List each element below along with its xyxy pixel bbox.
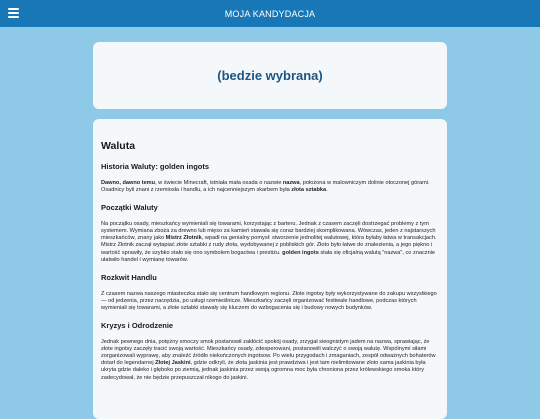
- menu-line: [8, 12, 19, 14]
- section-heading: Początki Waluty: [101, 203, 158, 213]
- section-paragraph: [101, 291, 439, 312]
- menu-line: [8, 16, 19, 18]
- bold-text: Złotej Jaskini: [155, 360, 191, 367]
- bold-text: golden ingots: [282, 249, 319, 256]
- bold-text: Dawno, dawno temu: [101, 180, 156, 186]
- bold-text: Mistrz Złotnik: [165, 235, 202, 242]
- section-heading: Rozkwit Handlu: [101, 272, 157, 282]
- text-run: Z czasem nazwa naszego miasteczka stało się centrum handlowym regionu. Złote ingotsy były wykorzystywane do zakupu wszystkiego — od jedzenia, przez narzędzia, po usługi rzemieślnicze. Mieszkańcy zaczęli organizować festiwale handlowe, podczas których wymieniali się towarami, a złote sztabki stawały się kluczem do wzbogacenia się i budowy nowych budynków.: [101, 290, 437, 311]
- menu-line: [8, 8, 19, 10]
- section-heading: Kryzys i Odrodzenie: [101, 321, 174, 331]
- article-card: [93, 119, 447, 419]
- candidate-banner-card: [93, 42, 447, 109]
- text-run: , gdzie odkryli, że złota jaskinia jest prawdziwa i jest tam nielimitowane złoto sama jaskinia była ukryta gdzie daleko i głęboko po ziemią, jednak jaskinia przez swoją ogromna moc była chroniona przez królewskiego smoka który zadecydował, że nie będzie przepuszczał nikogo do jaskini.: [101, 360, 426, 381]
- text-run: stała się oficjalną walutą "nazwa", co znacznie ułatwiło handel i wymianę towarów.: [101, 249, 436, 263]
- section-paragraph: [101, 221, 439, 264]
- bold-text: złota sztabka: [291, 187, 327, 194]
- bold-text: nazwa: [282, 180, 300, 186]
- text-run: Na początku osady, mieszkańcy wymieniali się towarami, korzystając z barteru. Jednak z czasem zaczęli dostrzegać problemy z tym systemem. Wymiana zboża za drewno lub mięso za kamień stawała się coraz bardziej skomplikowana. Wówczas, jeden z najstarszych mieszkańców, znany jako: [101, 221, 436, 242]
- app-title: MOJA KANDYDACJA: [224, 8, 316, 19]
- section-paragraph: [101, 339, 439, 382]
- article-title: Waluta: [101, 140, 136, 152]
- section-heading: Historia Waluty: golden ingots: [101, 162, 210, 171]
- text-run: Jednak pewnego dnia, potężny smoczy smok postanowił zakłócić spokój osady, zrzygał sieognistym jadem na nazwa, sprawiając, że złote ingotsy zaczęły tracić swoją wartość. Mieszkańcy osady, zdesperowani, postanowili walczyć o swoją walutę. Wspólnymi siłami zorganizowali wyprawę, aby znaleźć źródło niekończonych ingotsow. Po wielu przygodach i zmaganiach, zespół odważnych bohaterów dotarł do legendarnej: [101, 339, 436, 367]
- top-bar: [0, 0, 540, 27]
- section-paragraph: [101, 180, 439, 194]
- text-run: , wpadł na genialny pomysł: stworzenie jednolitej walutowej, która byłaby łatwa w transakcjach. Mistrz Złotnik zaczął wytapiać złote sztabki z rudy złota, wydobywanej z pobliskich gór. Złoto było łatwe do znalezienia, a jego piękno i wartość sprawiły, że szybko stało się ono symbolem bogactwa i prestiżu.: [101, 235, 437, 256]
- text-run: , w świecie Minecraft, istniała mała osada o nazwie: [155, 180, 283, 186]
- text-run: .: [326, 187, 328, 194]
- text-run: , położona w malowniczym dolinie otoczonej górami. Osadnicy byli znani z rzemiosła i handlu, a ich najcenniejszym skarbem była: [101, 180, 430, 194]
- banner-title: (bedzie wybrana): [217, 68, 323, 83]
- hamburger-menu-icon[interactable]: [8, 8, 19, 18]
- article-content: [93, 119, 447, 382]
